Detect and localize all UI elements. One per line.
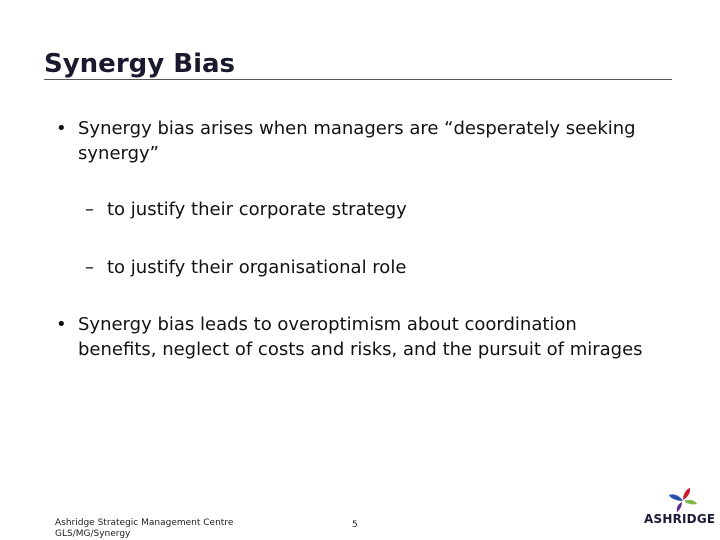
logo-leaf-green — [684, 500, 697, 504]
logo-leaf-blue — [669, 494, 683, 501]
bullet-text: Synergy bias arises when managers are “desperately seeking synergy” — [78, 118, 636, 164]
page-number: 5 — [352, 520, 358, 530]
dash-marker: – — [85, 199, 94, 220]
bullet-marker: • — [56, 314, 67, 335]
slide-body — [56, 116, 656, 362]
logo-wordmark: ASHRIDGE — [644, 512, 716, 526]
sub-bullet-item — [85, 197, 656, 222]
bullet-marker: • — [56, 118, 67, 139]
footer-reference: GLS/MG/Synergy — [55, 529, 131, 539]
title-divider — [44, 79, 672, 80]
sub-bullet-item — [85, 255, 656, 280]
bullet-text: Synergy bias leads to overoptimism about coordination benefits, neglect of costs and risks, and the pursuit of mirages — [78, 314, 643, 360]
dash-marker: – — [85, 257, 94, 278]
sub-bullet-text: to justify their organisational role — [107, 257, 407, 278]
bullet-item — [56, 312, 656, 362]
sub-bullet-text: to justify their corporate strategy — [107, 199, 407, 220]
footer-organisation: Ashridge Strategic Management Centre — [55, 518, 234, 528]
bullet-item — [56, 116, 656, 166]
ashridge-logo-icon — [668, 487, 698, 513]
logo-leaf-red — [683, 488, 690, 500]
footer-credit — [55, 518, 233, 540]
logo-leaf-purple — [677, 502, 682, 512]
slide-title: Synergy Bias — [44, 49, 236, 79]
